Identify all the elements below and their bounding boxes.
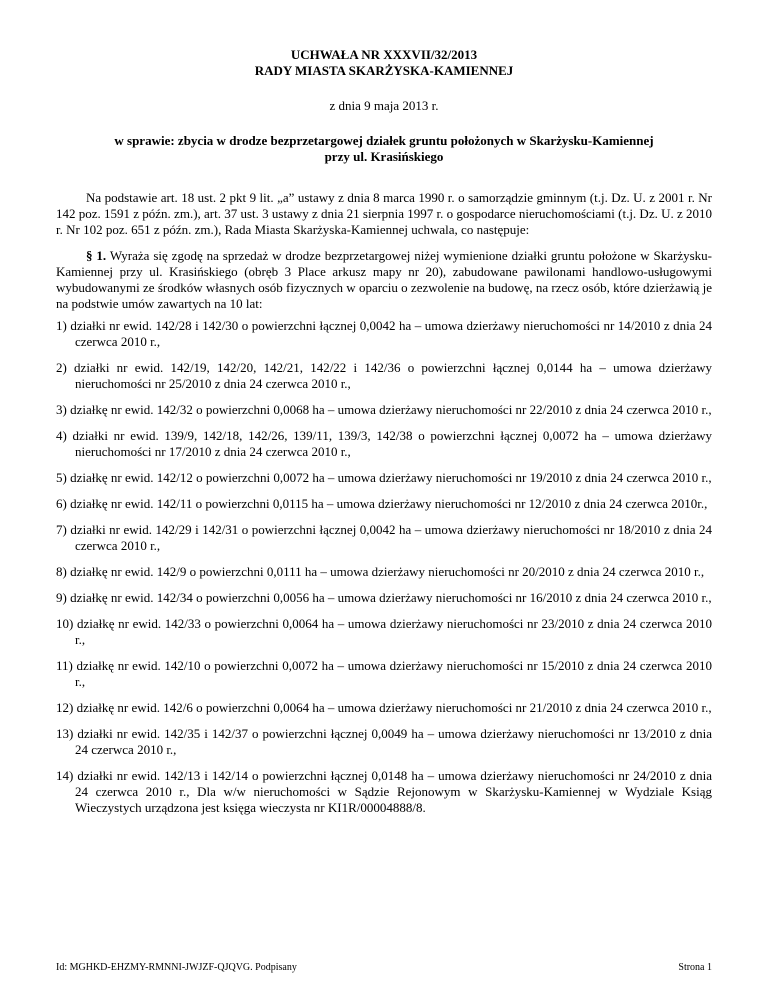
list-item: 5) działkę nr ewid. 142/12 o powierzchni 0,0072 ha – umowa dzierżawy nieruchomości nr 19/2010 z dnia 24 czerwca 2010 r.,	[56, 470, 712, 485]
preamble: Na podstawie art. 18 ust. 2 pkt 9 lit. „a” ustawy z dnia 8 marca 1990 r. o samorządzie gminnym (t.j. Dz. U. z 2001 r. Nr 142 poz. 1591 z późn. zm.), art. 37 ust. 3 ustawy z dnia 21 sierpnia 1997 r. o gospodarce nieruchomościami (t.j. Dz. U. z 2010 r. Nr 102 poz. 651 z późn. zm.), Rada Miasta Skarżyska-Kamiennej uchwala, co następuje:	[56, 190, 712, 237]
section-1	[56, 248, 712, 312]
subject-line-1: w sprawie: zbycia w drodze bezprzetargowej działek gruntu położonych w Skarżysku-Kamiennej	[114, 133, 654, 148]
list-item: 10) działkę nr ewid. 142/33 o powierzchni 0,0064 ha – umowa dzierżawy nieruchomości nr 23/2010 z dnia 24 czerwca 2010 r.,	[56, 616, 712, 647]
resolution-subject	[80, 133, 688, 165]
list-item: 3) działkę nr ewid. 142/32 o powierzchni 0,0068 ha – umowa dzierżawy nieruchomości nr 22/2010 z dnia 24 czerwca 2010 r.,	[56, 402, 712, 417]
council-name: RADY MIASTA SKARŻYSKA-KAMIENNEJ	[254, 63, 514, 78]
list-item: 13) działki nr ewid. 142/35 i 142/37 o powierzchni łącznej 0,0049 ha – umowa dzierżawy nieruchomości nr 13/2010 z dnia 24 czerwca 2010 r.,	[56, 726, 712, 757]
section-1-label: § 1.	[86, 248, 107, 263]
resolution-date: z dnia 9 maja 2013 r.	[329, 98, 439, 113]
list-item: 7) działki nr ewid. 142/29 i 142/31 o powierzchni łącznej 0,0042 ha – umowa dzierżawy nieruchomości nr 18/2010 z dnia 24 czerwca 2010 r.,	[56, 522, 712, 553]
list-item: 9) działkę nr ewid. 142/34 o powierzchni 0,0056 ha – umowa dzierżawy nieruchomości nr 16/2010 z dnia 24 czerwca 2010 r.,	[56, 590, 712, 605]
list-item: 8) działkę nr ewid. 142/9 o powierzchni 0,0111 ha – umowa dzierżawy nieruchomości nr 20/2010 z dnia 24 czerwca 2010 r.,	[56, 564, 705, 579]
list-item: 14) działki nr ewid. 142/13 i 142/14 o powierzchni łącznej 0,0148 ha – umowa dzierżawy nieruchomości nr 24/2010 z dnia 24 czerwca 2010 r., Dla w/w nieruchomości w Sądzie Rejonowym w Skarżysku-Kamiennej w Wydziale Ksiąg Wieczystych urządzona jest księga wieczysta nr KI1R/00004888/8.	[56, 768, 712, 815]
page-number: Strona 1	[678, 962, 712, 973]
list-item: 11) działkę nr ewid. 142/10 o powierzchni 0,0072 ha – umowa dzierżawy nieruchomości nr 15/2010 z dnia 24 czerwca 2010 r.,	[56, 658, 712, 689]
subject-line-2: przy ul. Krasińskiego	[324, 149, 444, 164]
document-id: Id: MGHKD-EHZMY-RMNNI-JWJZF-QJQVG. Podpisany	[56, 962, 297, 973]
section-1-text: Wyraża się zgodę na sprzedaż w drodze bezprzetargowej niżej wymienione działki gruntu położone w Skarżysku-Kamiennej przy ul. Krasińskiego (obręb 3 Place arkusz mapy nr 20), zabudowane pawilonami handlowo-usługowymi wybudowanymi ze środków własnych osób fizycznych w oparciu o zezwolenie na budowę, na rzecz osób, które dzierżawią je na podstwie umów zawartych na 10 lat:	[56, 248, 712, 311]
list-item: 6) działkę nr ewid. 142/11 o powierzchni 0,0115 ha – umowa dzierżawy nieruchomości nr 12/2010 z dnia 24 czerwca 2010r.,	[56, 496, 708, 511]
list-item: 2) działki nr ewid. 142/19, 142/20, 142/21, 142/22 i 142/36 o powierzchni łącznej 0,0144 ha – umowa dzierżawy nieruchomości nr 25/2010 z dnia 24 czerwca 2010 r.,	[56, 360, 712, 391]
resolution-number: UCHWAŁA NR XXXVII/32/2013	[290, 47, 478, 62]
list-item: 1) działki nr ewid. 142/28 i 142/30 o powierzchni łącznej 0,0042 ha – umowa dzierżawy nieruchomości nr 14/2010 z dnia 24 czerwca 2010 r.,	[56, 318, 712, 349]
list-item: 12) działkę nr ewid. 142/6 o powierzchni 0,0064 ha – umowa dzierżawy nieruchomości nr 21/2010 z dnia 24 czerwca 2010 r.,	[56, 700, 712, 715]
list-item: 4) działki nr ewid. 139/9, 142/18, 142/26, 139/11, 139/3, 142/38 o powierzchni łącznej 0,0072 ha – umowa dzierżawy nieruchomości nr 17/2010 z dnia 24 czerwca 2010 r.,	[56, 428, 712, 459]
parcel-list	[56, 318, 712, 826]
